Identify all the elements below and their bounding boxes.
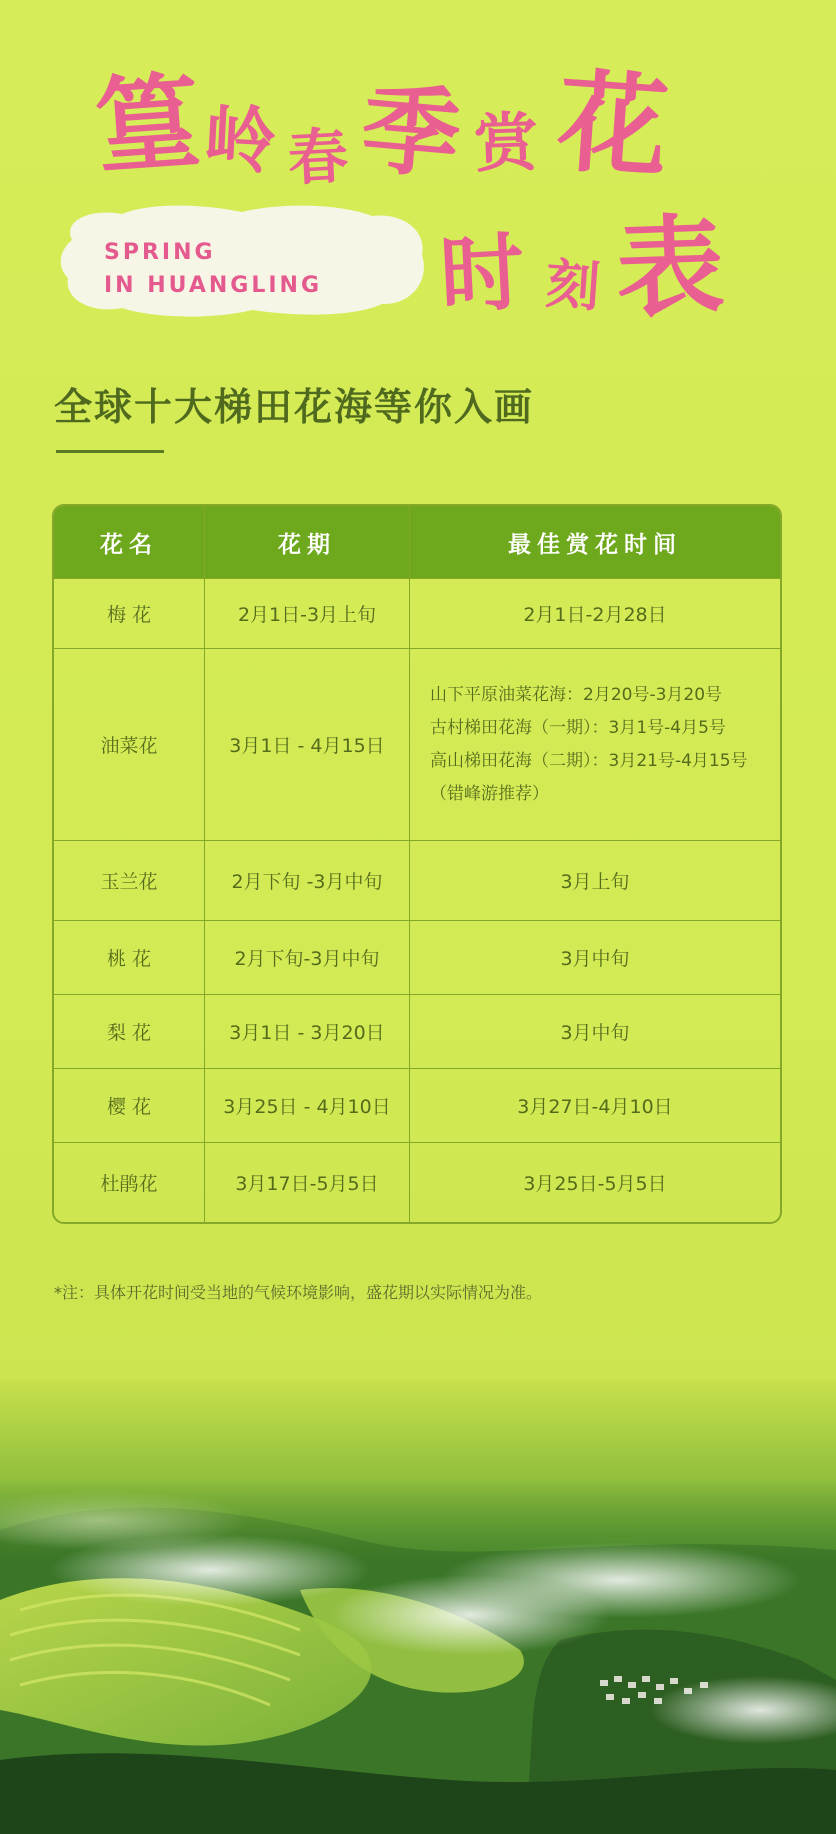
best-time-cell: 3月中旬	[410, 995, 781, 1069]
flower-name-cell: 梨 花	[54, 995, 205, 1069]
best-time-cell: 3月27日-4月10日	[410, 1069, 781, 1143]
subtitle-underline	[56, 450, 164, 453]
footnote: *注：具体开花时间受当地的气候环境影响，盛花期以实际情况为准。	[54, 1283, 543, 1302]
period-cell: 3月1日 - 4月15日	[205, 649, 410, 841]
title-char: 季	[357, 70, 465, 195]
subtitle: 全球十大梯田花海等你入画	[54, 385, 535, 429]
table-row	[54, 1069, 780, 1143]
period-cell: 3月25日 - 4月10日	[205, 1069, 410, 1143]
flower-schedule-table	[52, 504, 782, 1224]
header-best-viewing-time: 最佳赏花时间	[410, 506, 781, 579]
table-row	[54, 921, 780, 995]
best-time-cell: 3月上旬	[410, 841, 781, 921]
period-cell: 2月下旬 -3月中旬	[205, 841, 410, 921]
title-char: 刻	[543, 251, 603, 319]
table-row	[54, 1143, 780, 1223]
title-char: 岭	[201, 95, 279, 184]
period-cell: 3月17日-5月5日	[205, 1143, 410, 1223]
period-cell: 3月1日 - 3月20日	[205, 995, 410, 1069]
period-cell: 2月下旬-3月中旬	[205, 921, 410, 995]
best-time-line: 高山梯田花海（二期）：3月21号-4月15号	[430, 750, 748, 771]
flower-name-cell: 杜鹃花	[54, 1143, 205, 1223]
terraced-fields-image	[0, 1380, 836, 1834]
best-time-cell	[410, 649, 781, 841]
header-flower-name: 花名	[54, 506, 205, 579]
english-title-line1: SPRING	[104, 240, 216, 265]
title-char: 春	[286, 121, 350, 195]
flower-name-cell: 梅 花	[54, 579, 205, 649]
table-header-row	[54, 506, 780, 579]
flower-name-cell: 油菜花	[54, 649, 205, 841]
title-char: 篁	[91, 58, 205, 189]
best-time-line: （错峰游推荐）	[430, 783, 549, 804]
best-time-line: 古村梯田花海（一期）：3月1号-4月5号	[430, 717, 726, 738]
table-row	[54, 579, 780, 649]
header-flowering-period: 花期	[205, 506, 410, 579]
flower-name-cell: 樱 花	[54, 1069, 205, 1143]
best-time-cell: 3月中旬	[410, 921, 781, 995]
table-row	[54, 649, 780, 841]
table-row	[54, 995, 780, 1069]
period-cell: 2月1日-3月上旬	[205, 579, 410, 649]
table-row	[54, 841, 780, 921]
title-char: 时	[437, 221, 527, 326]
best-time-cell: 2月1日-2月28日	[410, 579, 781, 649]
title-char: 表	[613, 203, 727, 333]
best-time-cell: 3月25日-5月5日	[410, 1143, 781, 1223]
title-char: 花	[553, 56, 673, 193]
title-char: 赏	[472, 104, 540, 183]
best-time-line: 山下平原油菜花海：2月20号-3月20号	[430, 684, 723, 705]
flower-name-cell: 桃 花	[54, 921, 205, 995]
english-title-line2: IN HUANGLING	[104, 273, 323, 298]
hero-header	[0, 0, 836, 360]
flower-name-cell: 玉兰花	[54, 841, 205, 921]
